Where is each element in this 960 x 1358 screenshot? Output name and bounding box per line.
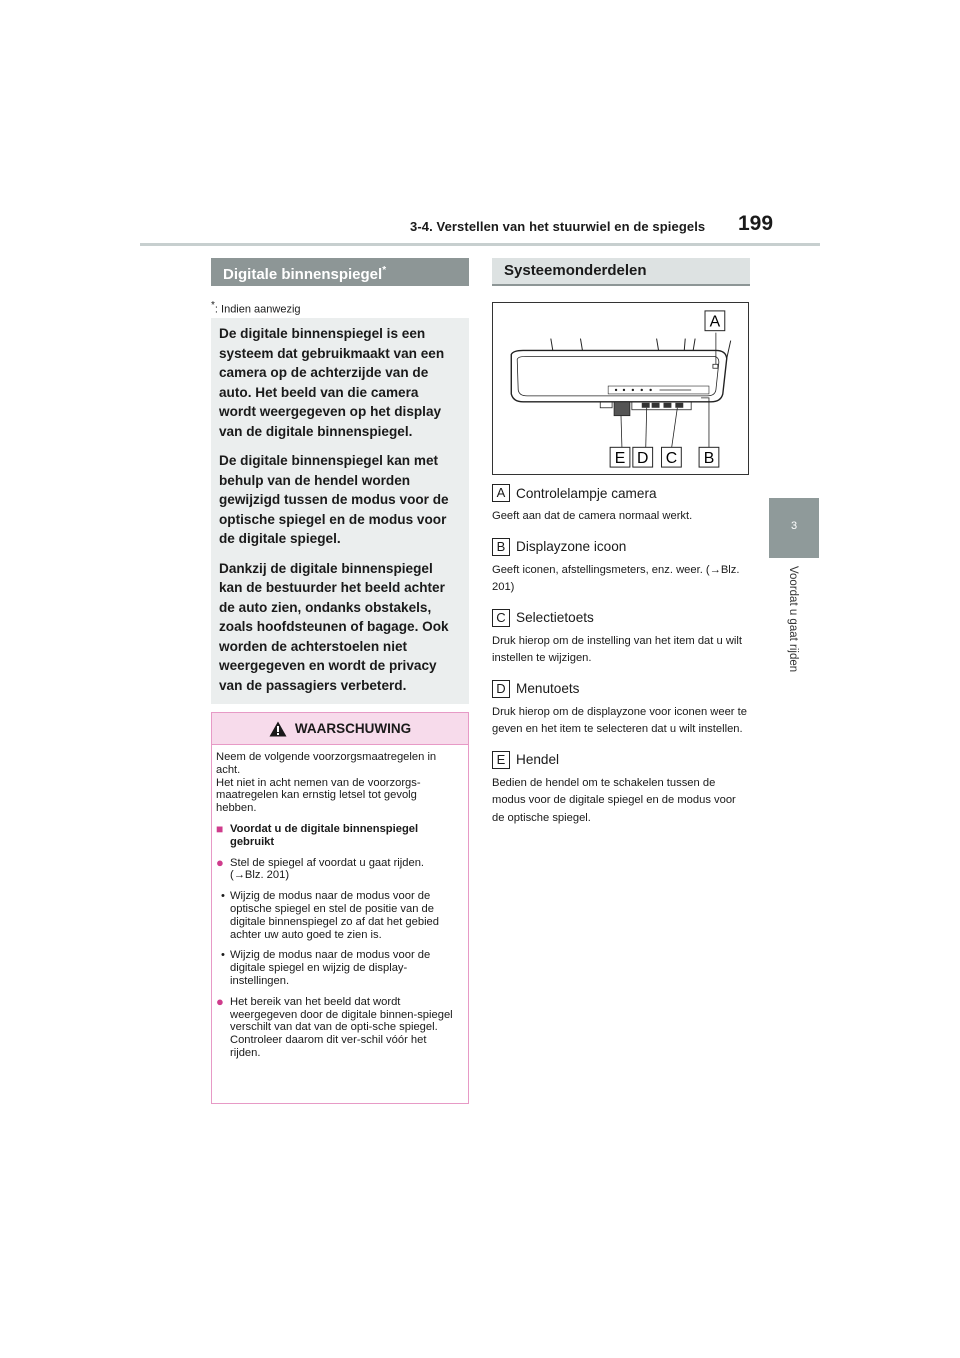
part-item [492,751,750,828]
part-description: Bedien de hendel om te schakelen tussen de modus voor de digitale spiegel en de modus voor de optische spiegel. [492,776,736,824]
parts-list [492,484,750,839]
warning-sub-bullet-text: Wijzig de modus naar de modus voor de optische spiegel en stel de positie van de digitale binnenspiegel zo af dat het gebied achter uw auto goed te zien is. [230,890,439,941]
warning-box [211,712,469,1104]
section-heading-digital-mirror [211,258,469,286]
part-name: Menutoets [516,681,580,696]
warning-subheading-text: Voordat u de digitale binnenspiegel gebruikt [230,822,419,848]
part-item [492,680,750,739]
header-rule [140,243,820,246]
section-heading-system-parts [492,258,750,286]
part-item [492,484,750,526]
part-name: Controlelampje camera [516,485,657,501]
page-number: 199 [738,212,774,235]
mirror-diagram [492,302,749,475]
part-description: Geeft aan dat de camera normaal werkt. [492,510,693,522]
figure-label-e: E [614,450,626,468]
figure-label-c: C [665,450,678,468]
part-description: Druk hierop om de instelling van het item dat u wilt instellen te wijzigen. [492,634,742,664]
part-letter-box: D [492,680,510,698]
square-bullet-icon: ■ [216,821,224,836]
figure-label-b: B [703,450,715,468]
section-heading-text: Digitale binnenspiegel [223,266,383,283]
part-letter-box: A [492,484,510,502]
section-heading-text: Systeemonderdelen [504,262,647,279]
part-letter-box: C [492,609,510,627]
warning-bullet [216,854,458,883]
availability-mark: * [382,265,387,276]
warning-triangle-icon [269,721,287,737]
warning-sub-bullet [216,949,458,987]
figure-label-a: A [709,313,721,331]
intro-paragraph: Dankzij de digitale binnenspiegel kan de bestuurder het beeld achter de auto zien, ondanks obstakels, zoals hoofdsteunen of bagage. Ook worden de achterstoelen niet weergegeven en wordt de privacy van de passagiers verbeterd. [219,560,449,693]
intro-box [211,318,469,704]
part-description: Geeft iconen, afstellingsmeters, enz. weer. (→Blz. 201) [492,563,740,593]
chapter-title: Voordat u gaat rijden [787,566,799,673]
warning-intro: Neem de volgende voorzorgsmaatregelen in acht. Het niet in acht nemen van de voorzorgs-maatregelen kan ernstig letsel tot gevolg hebben. [216,751,437,815]
part-name: Displayzone icoon [516,539,627,554]
warning-title: WAARSCHUWING [294,721,412,736]
circle-bullet-icon: ● [216,993,224,1009]
running-header: 3-4. Verstellen van het stuurwiel en de spiegels [410,219,706,234]
footnote-text: : Indien aanwezig [214,303,301,316]
part-item [492,609,750,668]
warning-bullet [216,993,458,1060]
warning-bullet-text: Stel de spiegel af voordat u gaat rijden. (→Blz. 201) [230,856,425,882]
intro-paragraph: De digitale binnenspiegel kan met behulp van de hendel worden gewijzigd tussen de modus voor de optische spiegel en de modus voor de digitale spiegel. [219,453,449,546]
part-name: Hendel [516,752,560,767]
part-item [492,538,750,597]
footnote-mark: * [211,300,215,311]
chapter-number: 3 [790,520,798,532]
circle-bullet-icon: ● [216,854,224,870]
footnote [211,300,301,316]
warning-bullet-text: Het bereik van het beeld dat wordt weergegeven door de digitale binnen-spiegel verschilt van dat van de opti-sche spiegel. Controleer daarom dit ver-schil vóór het rijden. [230,995,453,1059]
warning-subheading [216,823,458,849]
warning-sub-bullet-text: Wijzig de modus naar de modus voor de digitale spiegel en wijzig de display-instellingen. [230,949,431,987]
warning-sub-bullet [216,890,458,941]
part-letter-box: E [492,751,510,769]
warning-header [212,713,468,745]
part-description: Druk hierop om de displayzone voor iconen weer te geven en het item te selecteren dat u wilt instellen. [492,705,747,735]
part-name: Selectietoets [516,610,594,625]
figure-label-d: D [637,450,649,468]
intro-paragraph: De digitale binnenspiegel is een systeem dat gebruikmaakt van een camera op de achterzijde van de auto. Het beeld van die camera wordt weergegeven op het display van de digitale binnenspiegel. [219,326,445,439]
warning-body [212,745,468,1060]
part-letter-box: B [492,538,510,556]
dot-bullet-icon: • [221,949,225,962]
dot-bullet-icon: • [221,890,225,903]
